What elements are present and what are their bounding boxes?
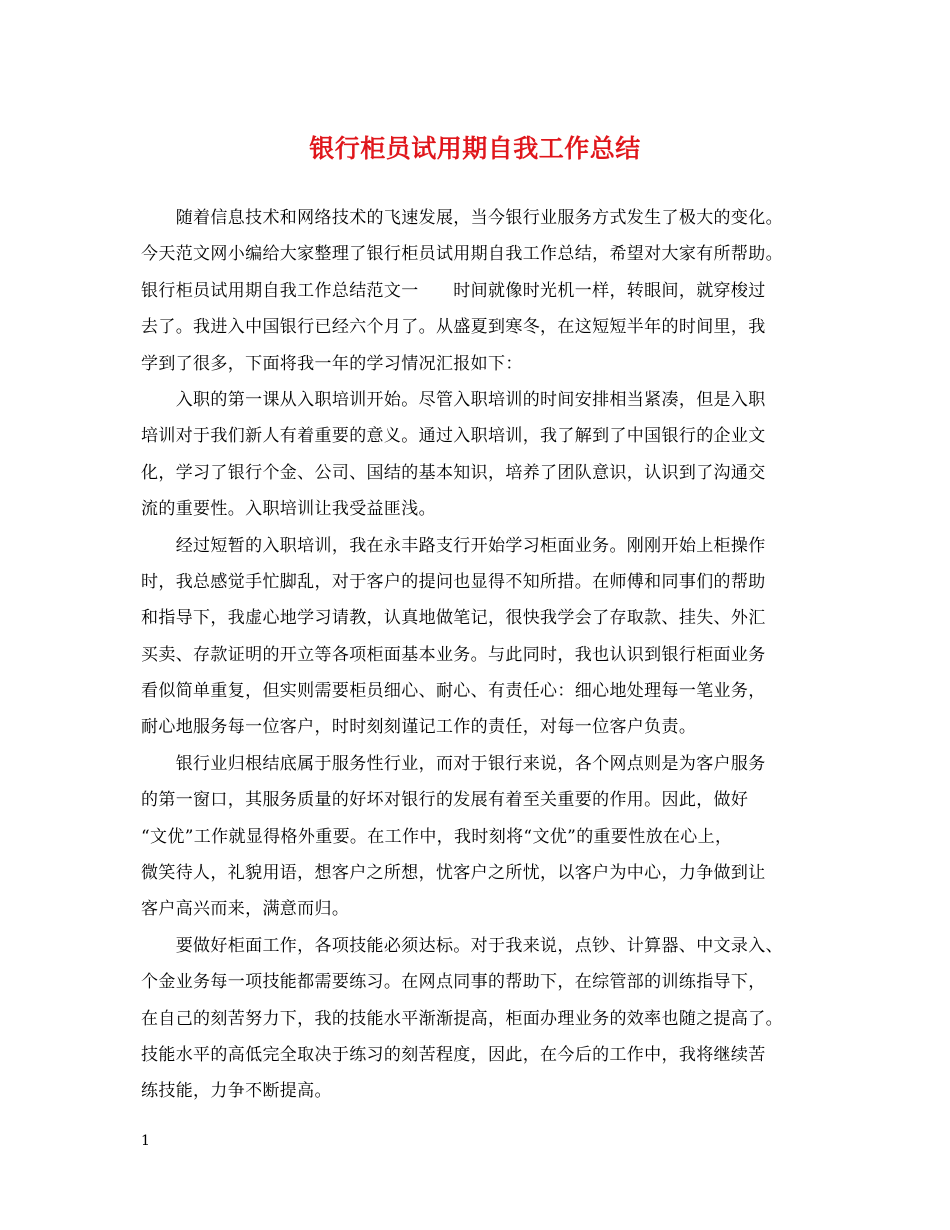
text-line: 买卖、存款证明的开立等各项柜面基本业务。与此同时，我也认识到银行柜面业务 [141, 644, 766, 665]
text-line: 时，我总感觉手忙脚乱，对于客户的提问也显得不知所措。在师傅和同事们的帮助 [141, 571, 766, 592]
text-line: 学到了很多，下面将我一年的学习情况汇报如下： [141, 353, 523, 374]
text-line: 流的重要性。入职培训让我受益匪浅。 [141, 499, 436, 520]
text-line: 练技能，力争不断提高。 [141, 1081, 332, 1102]
text-line: 去了。我进入中国银行已经六个月了。从盛夏到寒冬，在这短短半年的时间里，我 [141, 317, 766, 338]
text-line: 看似简单重复，但实则需要柜员细心、耐心、有责任心：细心地处理每一笔业务， [141, 681, 766, 702]
text-line: 入职的第一课从入职培训开始。尽管入职培训的时间安排相当紧凑，但是入职 [141, 389, 766, 410]
text-line: 化，学习了银行个金、公司、国结的基本知识，培养了团队意识，认识到了沟通交 [141, 462, 766, 483]
text-line: 今天范文网小编给大家整理了银行柜员试用期自我工作总结，希望对大家有所帮助。 [141, 244, 783, 265]
text-line: 个金业务每一项技能都需要练习。在网点同事的帮助下，在综管部的训练指导下， [141, 972, 766, 993]
text-line: 银行业归根结底属于服务性行业，而对于银行来说，各个网点则是为客户服务 [141, 753, 766, 774]
text-line: 培训对于我们新人有着重要的意义。通过入职培训，我了解到了中国银行的企业文 [141, 426, 766, 447]
text-line: 微笑待人，礼貌用语，想客户之所想，忧客户之所忧，以客户为中心，力争做到让 [141, 863, 766, 884]
text-line: 的第一窗口，其服务质量的好坏对银行的发展有着至关重要的作用。因此，做好 [141, 790, 749, 811]
text-line: 技能水平的高低完全取决于练习的刻苦程度，因此，在今后的工作中，我将继续苦 [141, 1044, 766, 1065]
text-line: 随着信息技术和网络技术的飞速发展，当今银行业服务方式发生了极大的变化。 [141, 208, 783, 228]
text-line: “文优”工作就显得格外重要。在工作中，我时刻将“文优”的重要性放在心上， [141, 826, 733, 847]
page-number: 1 [141, 1133, 150, 1149]
document-title: 银行柜员试用期自我工作总结 [309, 134, 641, 163]
text-line: 银行柜员试用期自我工作总结范文一 时间就像时光机一样，转眼间，就穿梭过 [141, 280, 766, 301]
text-line: 和指导下，我虚心地学习请教，认真地做笔记，很快我学会了存取款、挂失、外汇 [141, 608, 766, 629]
text-line: 耐心地服务每一位客户，时时刻刻谨记工作的责任，对每一位客户负责。 [141, 717, 697, 738]
text-line: 客户高兴而来，满意而归。 [141, 899, 350, 920]
text-line: 在自己的刻苦努力下，我的技能水平渐渐提高，柜面办理业务的效率也随之提高了。 [141, 1008, 783, 1029]
text-line: 经过短暂的入职培训，我在永丰路支行开始学习柜面业务。刚刚开始上柜操作 [141, 535, 766, 556]
text-line: 要做好柜面工作，各项技能必须达标。对于我来说，点钞、计算器、中文录入、 [141, 935, 783, 956]
document-body [141, 200, 841, 1110]
